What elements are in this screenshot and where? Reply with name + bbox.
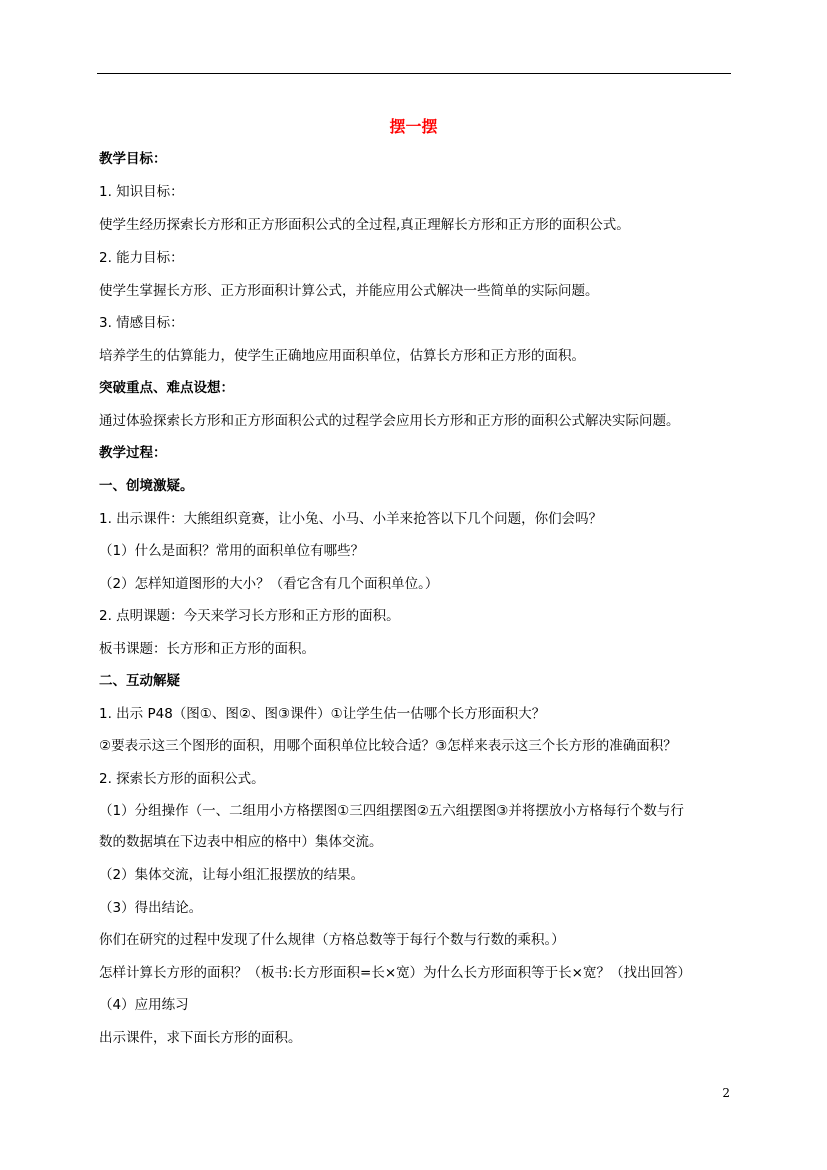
lesson-title: 摆一摆 <box>389 117 438 136</box>
paragraph: （2）集体交流，让每小组汇报摆放的结果。 <box>99 867 365 883</box>
paragraph: 使学生掌握长方形、正方形面积计算公式，并能应用公式解决一些简单的实际问题。 <box>99 283 599 299</box>
heading-key-points: 突破重点、难点设想： <box>99 380 234 396</box>
paragraph: ②要表示这三个图形的面积，用哪个面积单位比较合适？③怎样来表示这三个长方形的准确面积？ <box>99 738 677 754</box>
paragraph: （4）应用练习 <box>99 997 189 1013</box>
heading-process: 教学过程： <box>99 445 167 461</box>
paragraph: 你们在研究的过程中发现了什么规律（方格总数等于每行个数与行数的乘积。） <box>99 932 565 948</box>
paragraph: 数的数据填在下边表中相应的格中）集体交流。 <box>99 834 383 850</box>
paragraph: （2）怎样知道图形的大小？（看它含有几个面积单位。） <box>99 576 439 592</box>
paragraph: 2. 能力目标： <box>99 250 184 266</box>
paragraph: 1. 知识目标： <box>99 184 184 200</box>
paragraph: （3）得出结论。 <box>99 900 203 916</box>
paragraph: 使学生经历探索长方形和正方形面积公式的全过程,真正理解长方形和正方形的面积公式。 <box>99 217 630 233</box>
paragraph: 1. 出示课件：大熊组织竟赛，让小兔、小马、小羊来抢答以下几个问题，你们会吗？ <box>99 511 603 527</box>
paragraph: （1）分组操作（一、二组用小方格摆图①三四组摆图②五六组摆图③并将摆放小方格每行个数与行 <box>99 803 684 819</box>
paragraph: 通过体验探索长方形和正方形面积公式的过程学会应用长方形和正方形的面积公式解决实际问题。 <box>99 413 680 429</box>
paragraph: 培养学生的估算能力，使学生正确地应用面积单位，估算长方形和正方形的面积。 <box>99 348 585 364</box>
paragraph: 板书课题：长方形和正方形的面积。 <box>99 641 315 657</box>
heading-objectives: 教学目标： <box>99 151 167 167</box>
heading-section-2: 二、互动解疑 <box>99 673 180 689</box>
heading-section-1: 一、创境激疑。 <box>99 478 194 494</box>
page-number: 2 <box>722 1086 730 1100</box>
paragraph: （1）什么是面积？常用的面积单位有哪些？ <box>99 543 365 559</box>
paragraph: 出示课件，求下面长方形的面积。 <box>99 1030 302 1046</box>
paragraph: 3. 情感目标： <box>99 315 184 331</box>
paragraph: 2. 探索长方形的面积公式。 <box>99 771 265 787</box>
paragraph: 1. 出示 P48（图①、图②、图③课件）①让学生估一估哪个长方形面积大？ <box>99 706 546 722</box>
paragraph: 2. 点明课题：今天来学习长方形和正方形的面积。 <box>99 608 400 624</box>
paragraph: 怎样计算长方形的面积？（板书:长方形面积=长×宽）为什么长方形面积等于长×宽？（找出回答） <box>99 965 691 981</box>
header-rule <box>97 73 731 74</box>
